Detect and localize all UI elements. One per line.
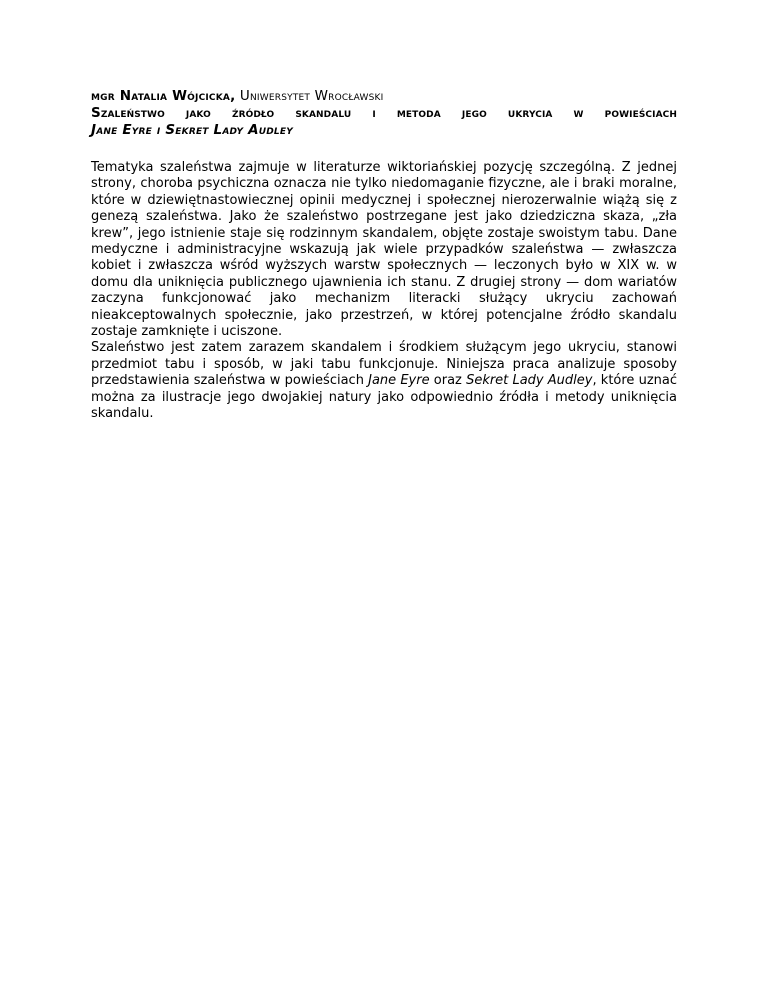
abstract-paragraph-2 [91, 340, 677, 422]
abstract-book-jane-eyre: Jane Eyre [368, 373, 430, 389]
title-book-sekret-lady-audley: Sekret Lady Audley [165, 122, 293, 138]
abstract [91, 160, 677, 423]
abstract-paragraph-1: Tematyka szaleństwa zajmuje w literaturze wiktoriańskiej pozycję szczególną. Z jednej strony, choroba psychiczna oznacza nie tylko niedomaganie fizyczne, ale i braki moralne, które w dziewiętnastowiecznej opinii medycznej i społecznej nierozerwalnie wiążą się z genezą szaleństwa. Jako że szaleństwo postrzegane jest jako dziedziczna skaza, „zła krew”, jego istnienie staje się rodzinnym skandalem, objęte zostaje swoistym tabu. Dane medyczne i administracyjne wskazują jak wiele przypadków szaleństwa — zwłaszcza kobiet i zwłaszcza wśród wyższych warstw społecznych — leczonych było w XIX w. w domu dla uniknięcia publicznego ujawnienia ich stanu. Z drugiej strony — dom wariatów zaczyna funkcjonować jako mechanizm literacki służący ukryciu zachowań nieakceptowalnych społecznie, jako przestrzeń, w której potencjalne źródło skandalu zostaje zamknięte i uciszone. [91, 160, 677, 340]
abstract-p2-text-2: oraz [433, 373, 462, 389]
abstract-p2-text-1: Szaleństwo jest zatem zarazem skandalem i środkiem służącym jego ukryciu, stanowi przedmiot tabu i sposób, w jaki tabu funkcjonuje. Niniejsza praca analizuje sposoby przedstawienia szaleństwa w powieściach [91, 340, 677, 389]
title-book-jane-eyre: Jane Eyre [91, 122, 152, 138]
paper-title: Szaleństwo jako źródło skandalu i metoda jego ukrycia w powieściach [91, 105, 677, 121]
author-affiliation: Uniwersytet Wrocławski [239, 88, 384, 104]
title-conjunction: i [156, 122, 161, 138]
abstract-book-sekret-lady-audley: Sekret Lady Audley [466, 373, 593, 389]
author-name: mgr Natalia Wójcicka, [91, 88, 236, 104]
author-line [91, 88, 677, 105]
document-page [91, 88, 677, 423]
abstract-p2-text-3: , które uznać można za ilustracje jego dwojakiej natury jako odpowiednio źródła i metody uniknięcia skandalu. [91, 373, 678, 422]
paper-title-books [91, 122, 677, 139]
